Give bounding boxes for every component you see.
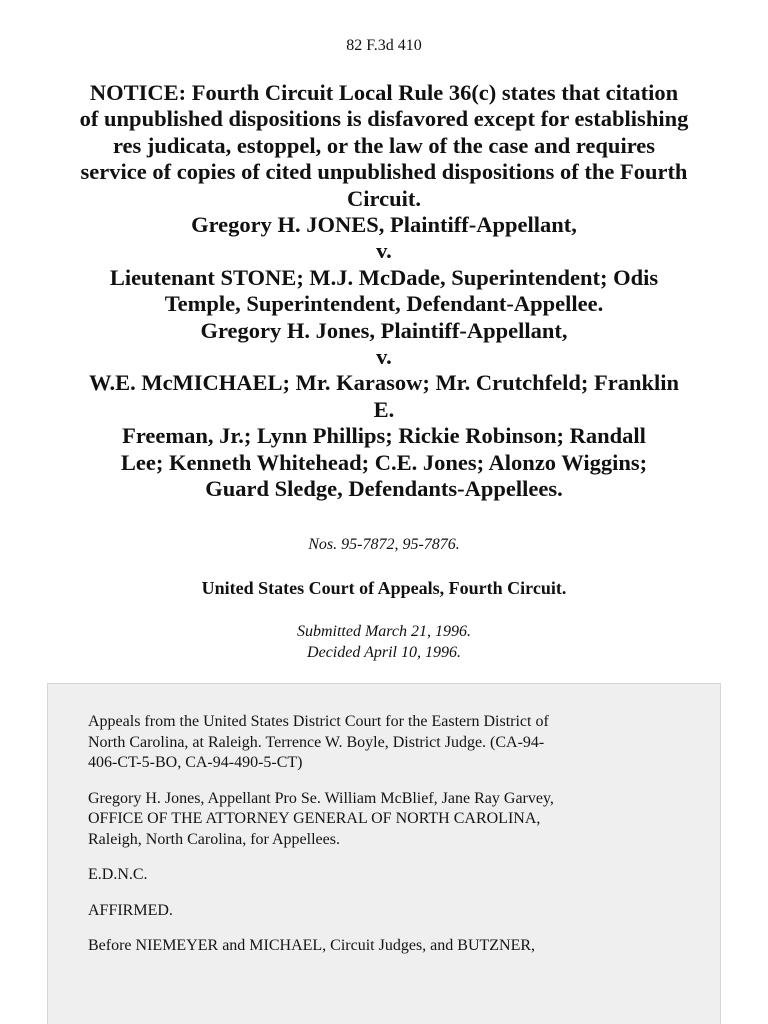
case1-defendant-line: Lieutenant STONE; M.J. McDade, Superintendent; Odis [109,264,659,290]
case2-plaintiff: Gregory H. Jones, Plaintiff-Appellant, [200,317,568,343]
notice-line: Circuit. [347,185,421,211]
case2-versus: v. [376,344,392,370]
district-abbreviation: E.D.N.C. [88,866,148,883]
case-summary-box [47,683,721,1024]
notice-line: res judicata, estoppel, or the law of the case and requires [112,132,656,158]
decision-dates [0,621,768,663]
panel-judges: Before NIEMEYER and MICHAEL, Circuit Judges, and BUTZNER, [88,937,536,954]
decided-date: Decided April 10, 1996. [307,644,461,661]
counsel-paragraph [88,789,688,851]
notice-line: NOTICE: Fourth Circuit Local Rule 36(c) states that citation [89,80,679,105]
case1-plaintiff: Gregory H. JONES, Plaintiff-Appellant, [191,212,577,238]
court-name: United States Court of Appeals, Fourth Circuit. [201,578,567,598]
case-caption [40,80,728,503]
case2-defendant-line: E. [373,396,395,422]
case2-defendant-line: W.E. McMICHAEL; Mr. Karasow; Mr. Crutchfeld; Franklin [89,370,679,396]
case2-defendant-line: Lee; Kenneth Whitehead; C.E. Jones; Alonzo Wiggins; [120,449,648,475]
case2-defendant-line: Freeman, Jr.; Lynn Phillips; Rickie Robinson; Randall [122,423,646,449]
appeal-from-line: Appeals from the United States District Court for the Eastern District of [88,713,549,730]
counsel-line: Raleigh, North Carolina, for Appellees. [88,830,340,848]
reporter-citation: 82 F.3d 410 [346,37,422,54]
submitted-date: Submitted March 21, 1996. [296,623,472,640]
case2-defendant-line: Guard Sledge, Defendants-Appellees. [205,476,563,502]
docket-numbers: Nos. 95-7872, 95-7876. [308,536,460,553]
appeal-from-line: 406-CT-5-BO, CA-94-490-5-CT) [88,754,303,771]
counsel-line: OFFICE OF THE ATTORNEY GENERAL OF NORTH CAROLINA, [88,810,541,827]
notice-line: of unpublished dispositions is disfavored except for establishing [79,106,689,132]
appeal-from-paragraph [88,712,688,774]
case-summary-content [88,712,688,972]
appeal-from-line: North Carolina, at Raleigh. Terrence W. Boyle, District Judge. (CA-94- [88,733,545,751]
counsel-line: Gregory H. Jones, Appellant Pro Se. William McBlief, Jane Ray Garvey, [88,789,554,807]
notice-line: service of copies of cited unpublished dispositions of the Fourth [80,159,688,185]
case1-defendant-line: Temple, Superintendent, Defendant-Appellee. [164,291,604,317]
case1-versus: v. [376,238,392,264]
disposition: AFFIRMED. [88,901,173,919]
